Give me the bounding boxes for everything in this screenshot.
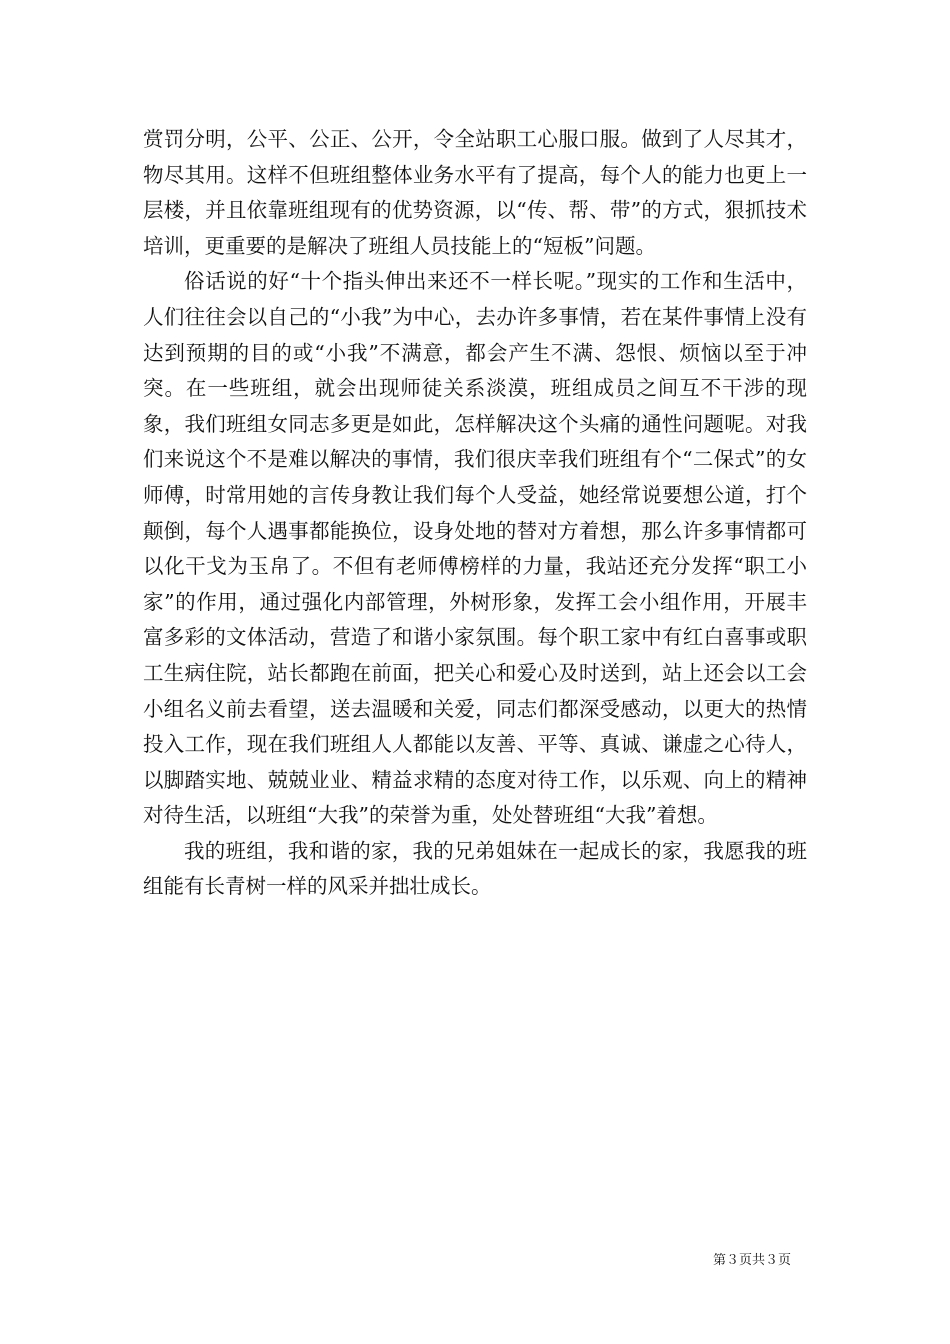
paragraph-continuation: 赏罚分明，公平、公正、公开，令全站职工心服口服。做到了人尽其才，物尽其用。这样不但班组整体业务水平有了提高，每个人的能力也更上一层楼，并且依靠班组现有的优势资源，以“传、帮、带”的方式，狠抓技术培训，更重要的是解决了班组人员技能上的“短板”问题。 [143,127,807,258]
page-number-footer: 第３页共３页 [713,1253,792,1268]
paragraph-conclusion: 我的班组，我和谐的家，我的兄弟姐妹在一起成长的家，我愿我的班组能有长青树一样的风采并拙壮成长。 [143,838,807,899]
paragraph-team-harmony: 俗话说的好“十个指头伸出来还不一样长呢。”现实的工作和生活中，人们往往会以自己的“小我”为中心，去办许多事情，若在某件事情上没有达到预期的目的或“小我”不满意，都会产生不满、怨恨、烦恼以至于冲突。在一些班组，就会出现师徒关系淡漠，班组成员之间互不干涉的现象，我们班组女同志多更是如此，怎样解决这个头痛的通性问题呢。对我们来说这个不是难以解决的事情，我们很庆幸我们班组有个“二保式”的女师傅，时常用她的言传身教让我们每个人受益，她经常说要想公道，打个颠倒，每个人遇事都能换位，设身处地的替对方着想，那么许多事情都可以化干戈为玉帛了。不但有老师傅榜样的力量，我站还充分发挥“职工小家”的作用，通过强化内部管理，外树形象，发挥工会小组作用，开展丰富多彩的文体活动，营造了和谐小家氛围。每个职工家中有红白喜事或职工生病住院，站长都跑在前面，把关心和爱心及时送到，站上还会以工会小组名义前去看望，送去温暖和关爱，同志们都深受感动，以更大的热情投入工作，现在我们班组人人都能以友善、平等、真诚、谦虚之心待人，以脚踏实地、兢兢业业、精益求精的态度对待工作，以乐观、向上的精神对待生活，以班组“大我”的荣誉为重，处处替班组“大我”着想。 [143,269,807,828]
document-body [143,122,807,905]
